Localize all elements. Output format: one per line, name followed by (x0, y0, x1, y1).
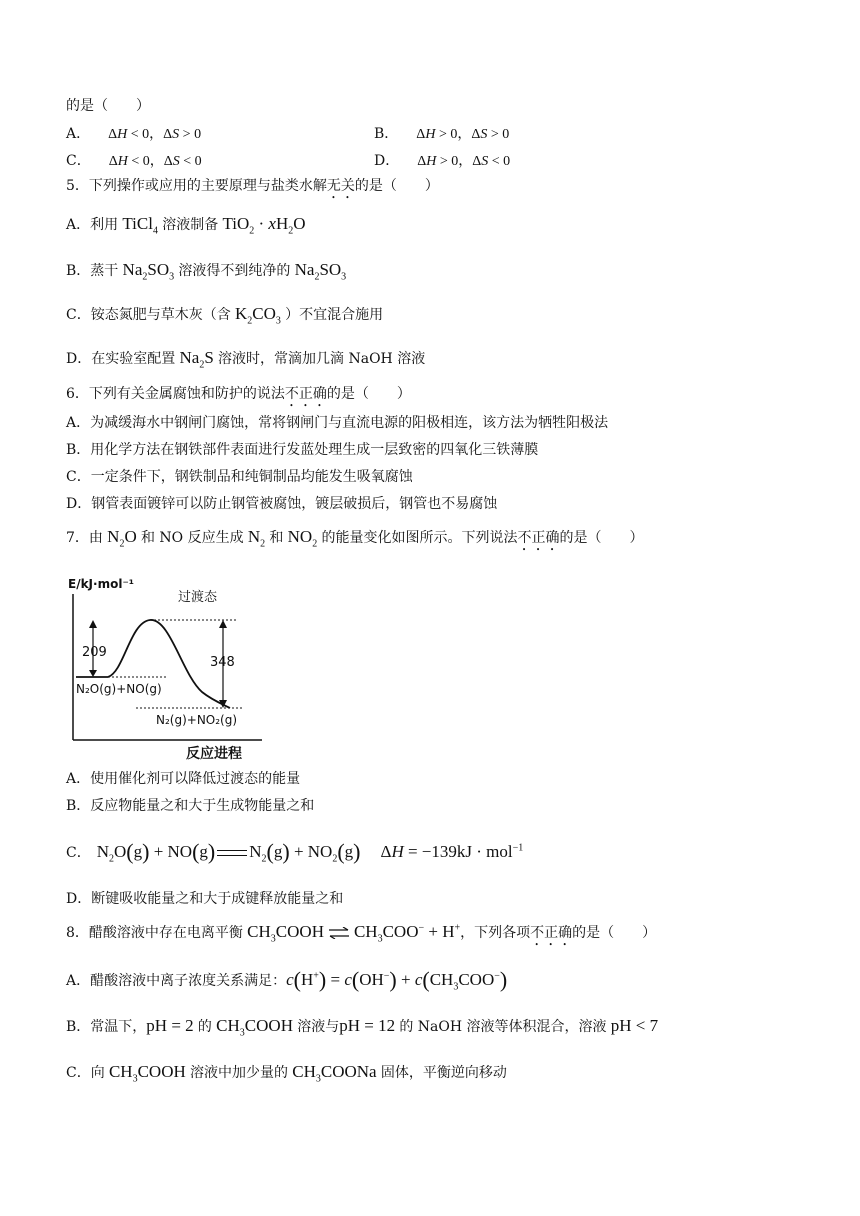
q4-option-d[interactable]: D． ΔH > 0，ΔS < 0 (374, 153, 511, 169)
q7-stem: 7．由 $N_2O$ 和 NO 反应生成 $N_2$ 和 $NO_2$ 的能量变化如图所示。下列说法不正确的是（ ） (66, 527, 644, 550)
q4-option-b[interactable]: B． ΔH > 0，ΔS > 0 (374, 126, 510, 142)
q6-option-c[interactable]: C．一定条件下，钢铁制品和纯铜制品均能发生吸氧腐蚀 (66, 469, 413, 485)
energy-profile-diagram (66, 574, 266, 764)
q5-stem: 5．下列操作或应用的主要原理与盐类水解无关的是（ ） (66, 178, 439, 194)
q8-option-c[interactable]: C．向 $CH_3COOH$ 溶液中加少量的 $CH_3COONa$ 固体，平衡逆向移动 (66, 1062, 507, 1085)
q7-option-b[interactable]: B．反应物能量之和大于生成物能量之和 (66, 798, 315, 814)
gap-arrowhead-up (219, 620, 227, 628)
q4-option-a[interactable]: A． ΔH < 0，ΔS > 0 (66, 126, 202, 142)
q5-option-b[interactable]: B．蒸干 $Na_2SO_3$ 溶液得不到纯净的 $Na_2SO_3$ (66, 260, 347, 283)
q6-stem: 6．下列有关金属腐蚀和防护的说法不正确的是（ ） (66, 386, 411, 402)
q7-option-a[interactable]: A．使用催化剂可以降低过渡态的能量 (66, 771, 301, 787)
q4-option-c[interactable]: C． ΔH < 0，ΔS < 0 (66, 153, 202, 169)
reactants-label: N₂O(g)+NO(g) (76, 682, 162, 696)
x-axis-label: 反应进程 (186, 746, 242, 762)
equilibrium-arrow-icon (328, 927, 350, 939)
q5-option-c[interactable]: C．铵态氮肥与草木灰（含 $K_2CO_3$ ）不宜混合施用 (66, 304, 384, 327)
q6-option-b[interactable]: B．用化学方法在钢铁部件表面进行发蓝处理生成一层致密的四氧化三铁薄膜 (66, 442, 539, 458)
q8-option-b[interactable]: B．常温下，pH = 2 的 $CH_3COOH$ 溶液与pH = 12 的 NaOH 溶液等体积混合，溶液 pH < 7 (66, 1016, 659, 1039)
ea-arrowhead-down (89, 670, 97, 677)
q6-option-a[interactable]: A．为减缓海水中钢闸门腐蚀，常将钢闸门与直流电源的阳极相连，该方法为牺牲阳极法 (66, 415, 609, 431)
q8-stem: 8．醋酸溶液中存在电离平衡 $CH_3COOH$ $CH_3COO^- + H^+$，下列各项不正确的是（ ） (66, 922, 657, 945)
ea-arrowhead-up (89, 620, 97, 628)
gap-value-label: 348 (210, 655, 235, 670)
y-axis-label: E/kJ·mol⁻¹ (68, 577, 135, 591)
products-label: N₂(g)+NO₂(g) (156, 713, 238, 727)
q8-option-a[interactable]: A．醋酸溶液中离子浓度关系满足：$c(H^+) = c(OH^-) + c(CH_3COO^-)$ (66, 967, 508, 993)
q7-option-d[interactable]: D．断键吸收能量之和大于成键释放能量之和 (66, 891, 344, 907)
q5-option-a[interactable]: A．利用 TiCl$_4$ 溶液制备 $TiO_2 \cdot xH_2O$ (66, 214, 306, 237)
q4-stem-tail: 的是（ ） (66, 98, 150, 114)
q7-option-c[interactable]: C． $N_2O(g) + NO(g) N_2(g) + NO_2(g) \Delta H = -139kJ \cdot mol^{-1}$ (66, 839, 524, 865)
ea-value-label: 209 (82, 645, 107, 660)
q6-option-d[interactable]: D．钢管表面镀锌可以防止钢管被腐蚀，镀层破损后，钢管也不易腐蚀 (66, 496, 498, 512)
q5-option-d[interactable]: D．在实验室配置 $Na_2S$ 溶液时，常滴加几滴 NaOH 溶液 (66, 348, 426, 371)
transition-state-label: 过渡态 (178, 590, 218, 605)
